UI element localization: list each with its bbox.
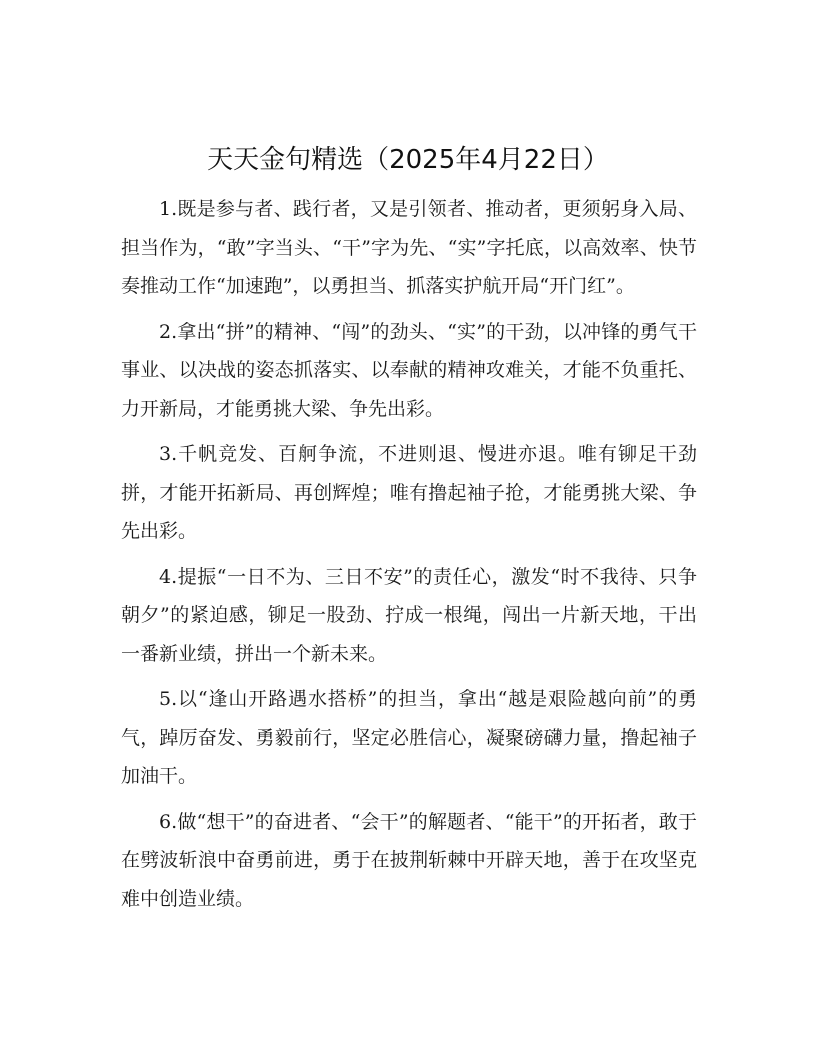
paragraph-5: 5.以“逢山开路遇水搭桥”的担当，拿出“越是艰险越向前”的勇气，踔厉奋发、勇毅前行，坚定必胜信心，凝聚磅礴力量，撸起袖子加油干。 [121, 688, 697, 787]
document-body [121, 190, 697, 925]
paragraph-1: 1.既是参与者、践行者，又是引领者、推动者，更须躬身入局、担当作为，“敢”字当头、“干”字为先、“实”字托底，以高效率、快节奏推动工作“加速跑”，以勇担当、抓落实护航开局“开门红”。 [121, 198, 697, 297]
paragraph-2: 2.拿出“拼”的精神、“闯”的劲头、“实”的干劲，以冲锋的勇气干事业、以决战的姿态抓落实、以奉献的精神攻难关，才能不负重托、力开新局，才能勇挑大梁、争先出彩。 [121, 320, 697, 420]
paragraph-6: 6.做“想干”的奋进者、“会干”的解题者、“能干”的开拓者，敢于在劈波斩浪中奋勇前进，勇于在披荆斩棘中开辟天地，善于在攻坚克难中创造业绩。 [121, 810, 697, 910]
document-title: 天天金句精选（2025年4月22日） [207, 145, 609, 175]
paragraph-3: 3.千帆竞发、百舸争流，不进则退、慢进亦退。唯有铆足干劲拼，才能开拓新局、再创辉煌；唯有撸起袖子抢，才能勇挑大梁、争先出彩。 [121, 443, 697, 542]
paragraph-4: 4.提振“一日不为、三日不安”的责任心，激发“时不我待、只争朝夕”的紧迫感，铆足一股劲、拧成一根绳，闯出一片新天地，干出一番新业绩，拼出一个新未来。 [121, 565, 697, 665]
